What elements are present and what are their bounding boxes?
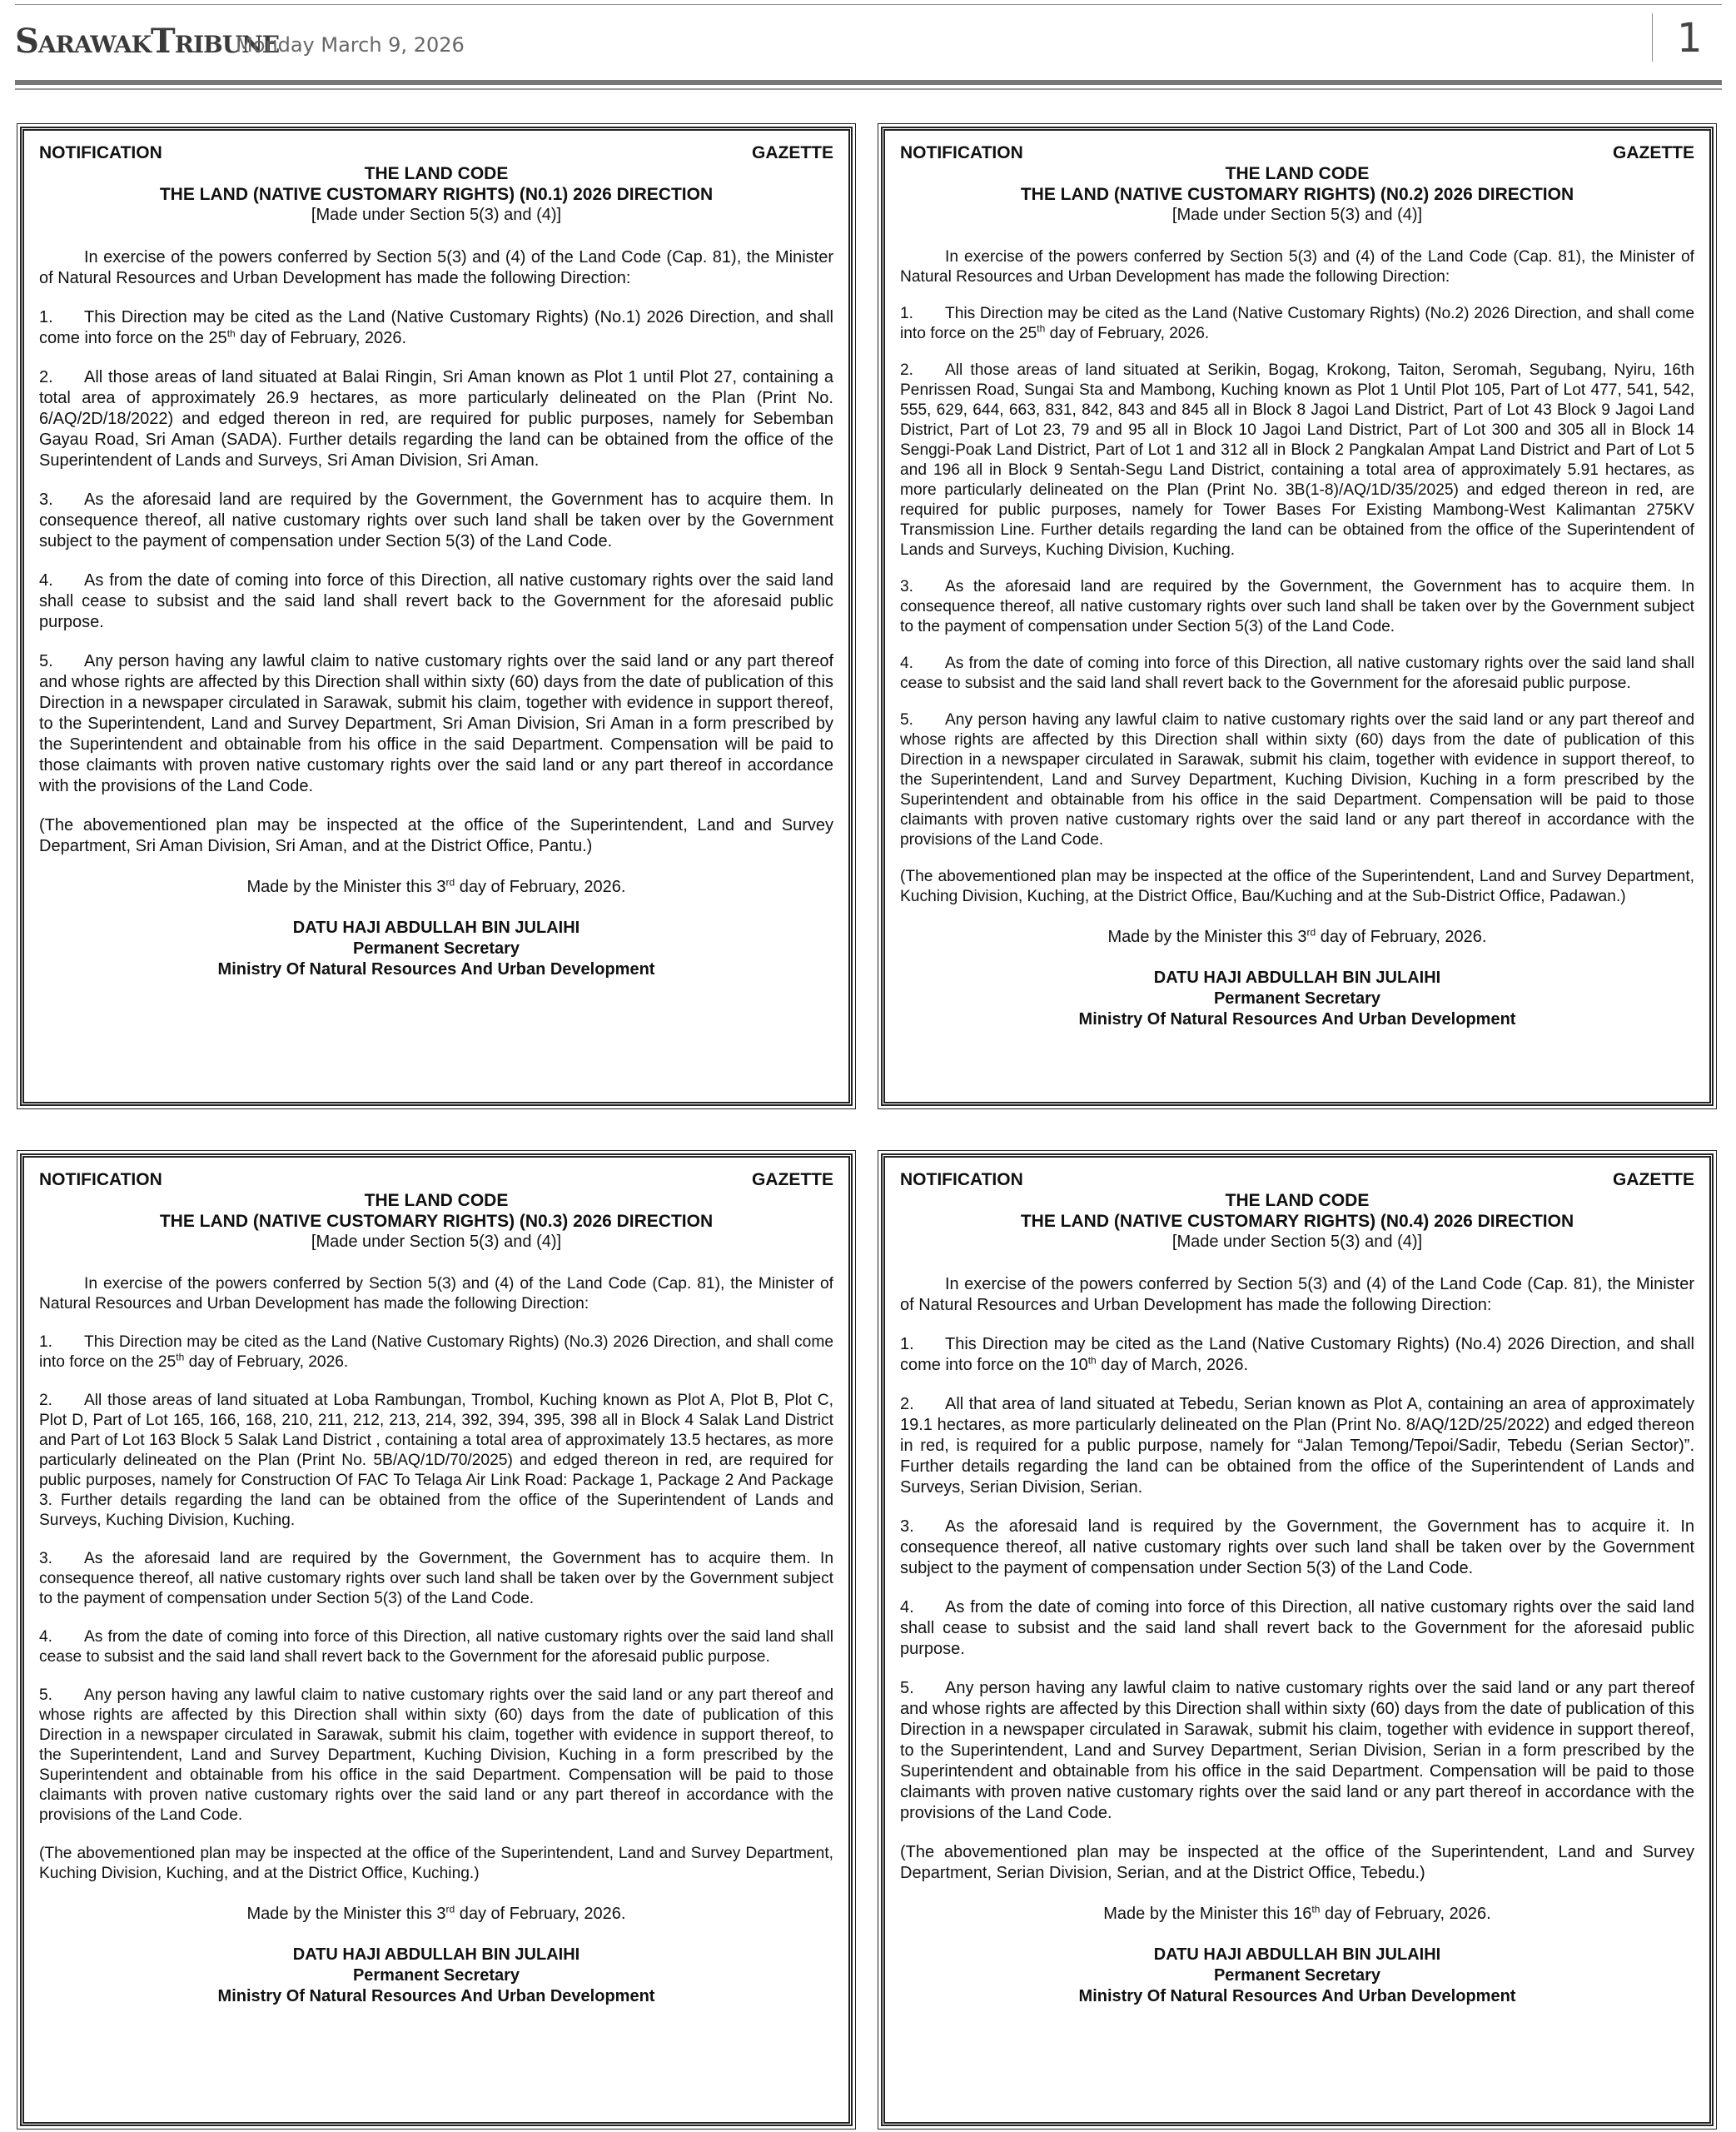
made-date: Made by the Minister this 3rd day of February, 2026. <box>246 1903 626 1923</box>
notice-direction-title: THE LAND (NATIVE CUSTOMARY RIGHTS) (N0.4) 2026 DIRECTION <box>1020 1212 1574 1231</box>
header-divider <box>1652 13 1653 62</box>
paragraph-3: 3. As the aforesaid land are required by the Government, the Government has to acquire them. In consequence thereof, all native customary rights over such land shall be taken over by the Government subject to the payment of compensation under Section 5(3) of the Land Code. <box>39 1550 833 1607</box>
made-date: Made by the Minister this 3rd day of February, 2026. <box>1107 926 1487 946</box>
notification-label: NOTIFICATION <box>900 1170 1023 1189</box>
made-date: Made by the Minister this 16th day of February, 2026. <box>1103 1903 1491 1923</box>
paragraph-5: 5. Any person having any lawful claim to native customary rights over the said land or any part thereof and whose rights are affected by this Direction shall within sixty (60) days from the date of publication of this Direction in a newspaper circulated in Sarawak, submit his claim, together with evidence in support thereof, to the Superintendent, Land and Survey Department, Sri Aman Division, Sri Aman in a form prescribed by the Superintendent and obtainable from his office in the said Department. Compensation will be paid to those claimants with proven native customary rights over the said land or any part thereof in accordance with the provisions of the Land Code. <box>39 652 833 795</box>
paragraph-1: 1. This Direction may be cited as the Land (Native Customary Rights) (No.2) 2026 Direction, and shall come into force on the 25th day of February, 2026. <box>900 305 1694 342</box>
gazette-label: GAZETTE <box>1613 143 1694 162</box>
paragraph-2: 2. All that area of land situated at Tebedu, Serian known as Plot A, containing an area of approximately 19.1 hectares, as more particularly delineated on the Plan (Print No. 8/AQ/12D/25/2022) and edged thereon in red, is required for a public purpose, namely for “Jalan Temong/Tepoi/Sadir, Tebedu (Serian Sector)”. Further details regarding the land can be obtained from the office of the Superintendent of Lands and Surveys, Serian Division, Serian. <box>900 1395 1694 1497</box>
notice-subtitle: [Made under Section 5(3) and (4)] <box>311 1233 562 1251</box>
paragraph-4: 4. As from the date of coming into force of this Direction, all native customary rights over the said land shall cease to subsist and the said land shall revert back to the Government for the aforesaid public purpose. <box>39 1628 833 1666</box>
signatory-title: Permanent Secretary <box>1213 989 1381 1008</box>
plan-inspection-note: (The abovementioned plan may be inspected at the office of the Superintendent, Land and Survey Department, Kuching Division, Kuching, at the District Office, Bau/Kuching and at the Sub-District Office, Padawan.) <box>900 868 1694 905</box>
top-rule <box>15 4 1722 5</box>
notice-title: THE LAND CODE <box>364 164 509 183</box>
paragraph-4: 4. As from the date of coming into force of this Direction, all native customary rights over the said land shall cease to subsist and the said land shall revert back to the Government for the aforesaid public purpose. <box>900 1598 1694 1658</box>
paragraph-5: 5. Any person having any lawful claim to native customary rights over the said land or any part thereof and whose rights are affected by this Direction shall within sixty (60) days from the date of publication of this Direction in a newspaper circulated in Sarawak, submit his claim, together with evidence in support thereof, to the Superintendent, Land and Survey Department, Kuching Division, Kuching in a form prescribed by the Superintendent and obtainable from his office in the said Department. Compensation will be paid to those claimants with proven native customary rights over the said land or any part thereof in accordance with the provisions of the Land Code. <box>39 1686 833 1824</box>
notice-labels <box>39 142 833 163</box>
notice-subtitle: [Made under Section 5(3) and (4)] <box>1171 1233 1423 1251</box>
signatory-name: DATU HAJI ABDULLAH BIN JULAIHI <box>1153 969 1441 987</box>
gazette-label: GAZETTE <box>752 1170 833 1189</box>
paragraph-4: 4. As from the date of coming into force of this Direction, all native customary rights over the said land shall cease to subsist and the said land shall revert back to the Government for the aforesaid public purpose. <box>900 655 1694 692</box>
paragraph-5: 5. Any person having any lawful claim to native customary rights over the said land or any part thereof and whose rights are affected by this Direction shall within sixty (60) days from the date of publication of this Direction in a newspaper circulated in Sarawak, submit his claim, together with evidence in support thereof, to the Superintendent, Land and Survey Department, Kuching Division, Kuching in a form prescribed by the Superintendent and obtainable from his office in the said Department. Compensation will be paid to those claimants with proven native customary rights over the said land or any part thereof in accordance with the provisions of the Land Code. <box>900 711 1694 849</box>
header-rule-thin <box>15 88 1722 90</box>
notice-labels <box>900 1169 1694 1190</box>
signature-block <box>900 1945 1694 2007</box>
plan-inspection-note: (The abovementioned plan may be inspected at the office of the Superintendent, Land and Survey Department, Serian Division, Serian, and at the District Office, Tebedu.) <box>900 1843 1694 1882</box>
page-header <box>15 0 1722 83</box>
signatory-name: DATU HAJI ABDULLAH BIN JULAIHI <box>1153 1945 1441 1964</box>
made-date: Made by the Minister this 3rd day of February, 2026. <box>246 876 626 896</box>
signatory-ministry: Ministry Of Natural Resources And Urban Development <box>217 1987 655 2005</box>
notice-title: THE LAND CODE <box>1225 164 1370 183</box>
notice-title: THE LAND CODE <box>364 1191 509 1210</box>
notice-intro: In exercise of the powers conferred by Section 5(3) and (4) of the Land Code (Cap. 81), the Minister of Natural Resources and Urban Development has made the following Direction: <box>39 1275 833 1313</box>
paragraph-1: 1. This Direction may be cited as the Land (Native Customary Rights) (No.4) 2026 Direction, and shall come into force on the 10th day of March, 2026. <box>900 1335 1694 1374</box>
signatory-ministry: Ministry Of Natural Resources And Urban Development <box>217 960 655 979</box>
notice-direction-title: THE LAND (NATIVE CUSTOMARY RIGHTS) (N0.3) 2026 DIRECTION <box>159 1212 714 1231</box>
notice-labels <box>900 142 1694 163</box>
notification-label: NOTIFICATION <box>900 143 1023 162</box>
notice-intro: In exercise of the powers conferred by Section 5(3) and (4) of the Land Code (Cap. 81), the Minister of Natural Resources and Urban Development has made the following Direction: <box>39 248 833 287</box>
gazette-notice-2 <box>881 127 1714 1106</box>
notice-subtitle: [Made under Section 5(3) and (4)] <box>1171 206 1423 224</box>
plan-inspection-note: (The abovementioned plan may be inspected at the office of the Superintendent, Land and Survey Department, Sri Aman Division, Sri Aman, and at the District Office, Pantu.) <box>39 816 833 855</box>
signatory-title: Permanent Secretary <box>1213 1966 1381 1985</box>
paragraph-1: 1. This Direction may be cited as the Land (Native Customary Rights) (No.3) 2026 Direction, and shall come into force on the 25th day of February, 2026. <box>39 1333 833 1371</box>
notice-direction-title: THE LAND (NATIVE CUSTOMARY RIGHTS) (N0.2) 2026 DIRECTION <box>1020 185 1574 204</box>
paragraph-1: 1. This Direction may be cited as the Land (Native Customary Rights) (No.1) 2026 Direction, and shall come into force on the 25th day of February, 2026. <box>39 308 833 347</box>
notification-label: NOTIFICATION <box>39 1170 162 1189</box>
gazette-notice-4 <box>881 1153 1714 2126</box>
notice-subtitle: [Made under Section 5(3) and (4)] <box>311 206 562 224</box>
notice-intro: In exercise of the powers conferred by Section 5(3) and (4) of the Land Code (Cap. 81), the Minister of Natural Resources and Urban Development has made the following Direction: <box>900 1275 1694 1314</box>
paragraph-4: 4. As from the date of coming into force of this Direction, all native customary rights over the said land shall cease to subsist and the said land shall revert back to the Government for the aforesaid public purpose. <box>39 571 833 631</box>
paragraph-3: 3. As the aforesaid land are required by the Government, the Government has to acquire them. In consequence thereof, all native customary rights over such land shall be taken over by the Government subject to the payment of compensation under Section 5(3) of the Land Code. <box>900 578 1694 635</box>
paragraph-5: 5. Any person having any lawful claim to native customary rights over the said land or any part thereof and whose rights are affected by this Direction shall within sixty (60) days from the date of publication of this Direction in a newspaper circulated in Sarawak, submit his claim, together with evidence in support thereof, to the Superintendent, Land and Survey Department, Serian Division, Serian in a form prescribed by the Superintendent and obtainable from his office in the said Department. Compensation will be paid to those claimants with proven native customary rights over the said land or any part thereof in accordance with the provisions of the Land Code. <box>900 1679 1694 1822</box>
notice-labels <box>39 1169 833 1190</box>
signatory-title: Permanent Secretary <box>352 939 520 958</box>
signatory-name: DATU HAJI ABDULLAH BIN JULAIHI <box>292 919 580 937</box>
paragraph-2: 2. All those areas of land situated at Loba Rambungan, Trombol, Kuching known as Plot A, Plot B, Plot C, Plot D, Part of Lot 165, 166, 168, 210, 211, 212, 213, 214, 392, 394, 395, 398 all in Block 4 Salak Land District and Part of Lot 163 Block 5 Salak Land District , containing a total area of approximately 13.5 hectares, as more particularly delineated on the Plan (Print No. 5B/AQ/1D/70/2025) and edged thereon in red, are required for public purposes, namely for Construction Of FAC To Telaga Air Link Road: Package 1, Package 2 And Package 3. Further details regarding the land can be obtained from the office of the Superintendent of Lands and Surveys, Kuching Division, Kuching. <box>39 1392 833 1529</box>
gazette-notice-3 <box>20 1153 853 2126</box>
paragraph-3: 3. As the aforesaid land is required by the Government, the Government has to acquire it. In consequence thereof, all native customary rights over such land shall be taken over by the Government subject to the payment of compensation under Section 5(3) of the Land Code. <box>900 1517 1694 1577</box>
gazette-label: GAZETTE <box>752 143 833 162</box>
paragraph-3: 3. As the aforesaid land are required by the Government, the Government has to acquire them. In consequence thereof, all native customary rights over such land shall be taken over by the Government subject to the payment of compensation under Section 5(3) of the Land Code. <box>39 491 833 550</box>
signatory-name: DATU HAJI ABDULLAH BIN JULAIHI <box>292 1945 580 1964</box>
signatory-ministry: Ministry Of Natural Resources And Urban Development <box>1078 1010 1516 1029</box>
issue-date: Monday March 9, 2026 <box>236 33 465 57</box>
signatory-ministry: Ministry Of Natural Resources And Urban Development <box>1078 1987 1516 2005</box>
notice-direction-title: THE LAND (NATIVE CUSTOMARY RIGHTS) (N0.1) 2026 DIRECTION <box>159 185 714 204</box>
notice-title: THE LAND CODE <box>1225 1191 1370 1210</box>
gazette-label: GAZETTE <box>1613 1170 1694 1189</box>
header-rule <box>15 80 1722 85</box>
signature-block <box>39 918 833 980</box>
notification-label: NOTIFICATION <box>39 143 162 162</box>
plan-inspection-note: (The abovementioned plan may be inspected at the office of the Superintendent, Land and Survey Department, Kuching Division, Kuching, and at the District Office, Kuching.) <box>39 1845 833 1882</box>
paragraph-2: 2. All those areas of land situated at Serikin, Bogag, Krokong, Taiton, Seromah, Segubang, Nyiru, 16th Penrissen Road, Sungai Sta and Mambong, Kuching known as Plot 1 Until Plot 105, Part of Lot 477, 541, 542, 555, 629, 644, 663, 831, 842, 843 and 845 all in Block 8 Jagoi Land District, Part of Lot 43 Block 9 Jagoi Land District, Part of Lot 23, 79 and 95 all in Block 10 Jagoi Land District, Part of Lot 300 and 305 all in Block 14 Senggi-Poak Land District, Part of Lot 1 and 312 all in Block 2 Pangkalan Ampat Land District and Part of Lot 5 and 196 all in Block 9 Sentah-Segu Land District, containing a total area of approximately 5.91 hectares, as more particularly delineated on the Plan (Print No. 3B(1-8)/AQ/1D/35/2025) and edged thereon in red, are required for public purposes, namely for Tower Bases For Existing Mambong-West Kalimantan 275KV Transmission Line. Further details regarding the land can be obtained from the office of the Superintendent of Lands and Surveys, Kuching Division, Kuching. <box>900 361 1694 559</box>
signature-block <box>39 1945 833 2007</box>
gazette-notice-1 <box>20 127 853 1106</box>
signature-block <box>900 968 1694 1030</box>
notice-intro: In exercise of the powers conferred by Section 5(3) and (4) of the Land Code (Cap. 81), the Minister of Natural Resources and Urban Development has made the following Direction: <box>900 248 1694 286</box>
signatory-title: Permanent Secretary <box>352 1966 520 1985</box>
paragraph-2: 2. All those areas of land situated at Balai Ringin, Sri Aman known as Plot 1 until Plot 27, containing a total area of approximately 26.9 hectares, as more particularly delineated on the Plan (Print No. 6/AQ/2D/18/2022) and edged thereon in red, are required for public purposes, namely for Sebemban Gayau Road, Sri Aman (SADA). Further details regarding the land can be obtained from the office of the Superintendent of Lands and Surveys, Sri Aman Division, Sri Aman. <box>39 368 833 470</box>
masthead-logo: SarawakTribune <box>15 22 280 61</box>
page-number: 1 <box>1677 15 1703 62</box>
